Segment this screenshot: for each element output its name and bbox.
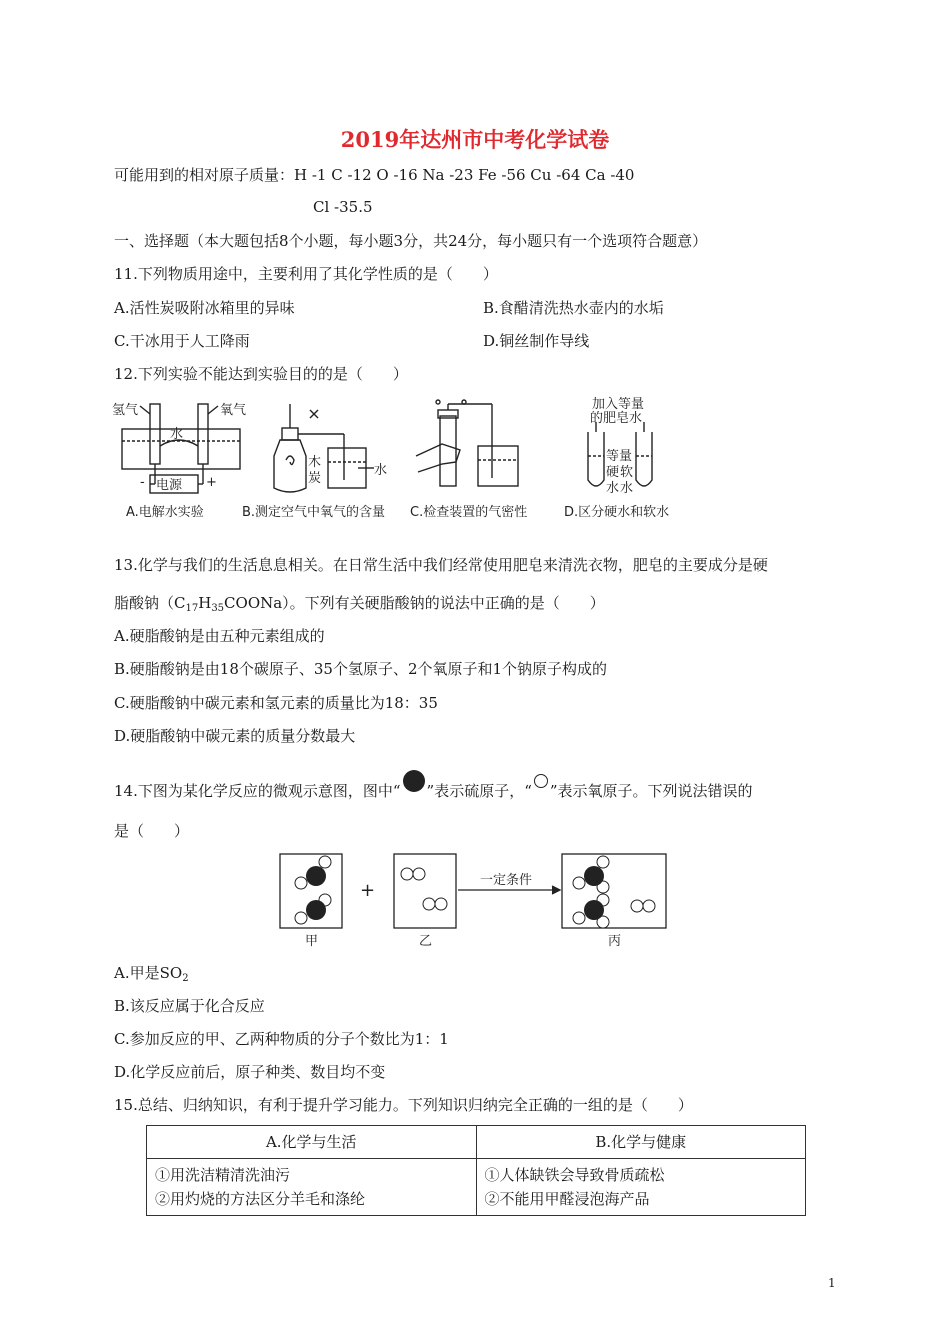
q14-option-c: C.参加反应的甲、乙两种物质的分子个数比为1：1 — [114, 1030, 449, 1048]
q13-option-d: D.硬脂酸钠中碳元素的质量分数最大 — [114, 727, 356, 745]
label-carbon: 炭 — [308, 471, 322, 486]
q11-stem: 11.下列物质用途中，主要利用了其化学性质的是（ ） — [114, 265, 498, 283]
q11-option-b: B.食醋清洗热水壶内的水垢 — [483, 299, 664, 317]
table-cell-b-item1: ①人体缺铁会导致骨质疏松 — [484, 1166, 665, 1184]
q14-option-a — [114, 962, 189, 984]
airtightness-apparatus — [416, 400, 518, 486]
label-hard: 硬 — [606, 465, 620, 480]
caption-d: D.区分硬水和软水 — [564, 505, 670, 520]
label-soft: 软 — [620, 465, 634, 480]
q13-stem-line1: 13.化学与我们的生活息息相关。在日常生活中我们经常使用肥皂来清洗衣物，肥皂的主要成分是硬 — [114, 556, 768, 574]
page-title: 2019年达州市中考化学试卷 — [340, 127, 610, 152]
label-water-a: 水 — [170, 427, 184, 442]
label-yi: 乙 — [419, 934, 433, 949]
q14-stem-line2: 是（ ） — [114, 822, 190, 840]
q15-stem: 15.总结、归纳知识，有利于提升学习能力。下列知识归纳完全正确的一组的是（ ） — [114, 1096, 693, 1114]
caption-b: B.测定空气中氧气的含量 — [242, 505, 386, 520]
reaction-condition-label: 一定条件 — [480, 873, 533, 888]
q13-formula-pre: 脂酸钠（C — [114, 594, 186, 612]
table-header-a: A.化学与生活 — [147, 1126, 477, 1159]
label-hard-water: 水 — [606, 481, 620, 496]
sulfur-atom-icon — [403, 770, 425, 792]
label-oxygen: 氧气 — [220, 403, 247, 418]
plus-sign: + — [360, 880, 376, 901]
q13-option-b: B.硬脂酸钠是由18个碳原子、35个氢原子、2个氧原子和1个钠原子构成的 — [114, 660, 608, 678]
q11-option-c: C.干冰用于人工降雨 — [114, 332, 250, 350]
section-heading: 一、选择题（本大题包括8个小题，每小题3分，共24分，每小题只有一个选项符合题意） — [114, 232, 708, 250]
label-add-line2: 的肥皂水 — [590, 411, 643, 426]
q13-formula-post: COONa）。下列有关硬脂酸钠的说法中正确的是（ ） — [224, 594, 605, 612]
label-equal: 等量 — [606, 449, 633, 464]
label-plus: + — [206, 475, 217, 490]
q13-formula-sub1: 17 — [185, 603, 199, 614]
atomic-mass-line-2: Cl -35.5 — [313, 198, 373, 216]
label-jia: 甲 — [305, 934, 319, 949]
molecules-bing — [573, 856, 655, 928]
label-power: 电源 — [156, 478, 183, 493]
q14-option-d: D.化学反应前后，原子种类、数目均不变 — [114, 1063, 386, 1081]
q13-formula-mid: H — [198, 594, 212, 612]
label-wood: 木 — [308, 455, 322, 470]
molecules-yi — [401, 868, 447, 910]
label-bing: 丙 — [608, 934, 622, 949]
q12-stem: 12.下列实验不能达到实验目的的是（ ） — [114, 365, 408, 383]
molecules-jia — [295, 856, 331, 924]
q14-stem-part2: ”表示硫原子，“ — [426, 782, 532, 800]
box-yi — [394, 854, 456, 928]
label-add-line1: 加入等量 — [592, 397, 645, 412]
caption-c: C.检查装置的气密性 — [410, 505, 528, 520]
q14-stem-line1 — [114, 770, 753, 801]
oxygen-measurement-apparatus — [274, 404, 374, 492]
table-cell-a — [147, 1159, 477, 1216]
table-cell-b-item2: ②不能用甲醛浸泡海产品 — [484, 1190, 650, 1208]
table-cell-b — [476, 1159, 806, 1216]
q12-experiment-figure — [112, 396, 702, 522]
table-row — [147, 1126, 806, 1159]
q11-option-a: A.活性炭吸附冰箱里的异味 — [114, 299, 295, 317]
q13-formula-sub2: 35 — [211, 603, 225, 614]
q11-option-d: D.铜丝制作导线 — [483, 332, 590, 350]
label-soft-water: 水 — [620, 481, 634, 496]
table-row — [147, 1159, 806, 1216]
label-hydrogen: 氢气 — [112, 403, 139, 418]
table-cell-a-item1: ①用洗洁精清洗油污 — [155, 1166, 291, 1184]
atomic-mass-line-1: 可能用到的相对原子质量：H -1 C -12 O -16 Na -23 Fe -56 Cu -64 Ca -40 — [114, 166, 635, 184]
q14-reaction-diagram — [278, 852, 670, 952]
q14-option-a-sub: 2 — [182, 973, 189, 984]
table-cell-a-item2: ②用灼烧的方法区分羊毛和涤纶 — [155, 1190, 366, 1208]
q14-option-a-text: A.甲是SO — [114, 964, 183, 982]
q15-knowledge-table — [146, 1125, 806, 1216]
oxygen-atom-icon — [534, 774, 548, 788]
label-minus: - — [140, 475, 145, 490]
q13-stem-line2 — [114, 592, 605, 614]
q13-option-c: C.硬脂酸钠中碳元素和氢元素的质量比为18：35 — [114, 694, 438, 712]
q13-option-a: A.硬脂酸钠是由五种元素组成的 — [114, 627, 325, 645]
page-number: 1 — [828, 1276, 836, 1290]
caption-a: A.电解水实验 — [126, 505, 204, 520]
q14-stem-part3: ”表示氧原子。下列说法错误的 — [549, 782, 753, 800]
label-water-b: 水 — [374, 463, 388, 478]
q14-stem-part1: 14.下图为某化学反应的微观示意图，图中“ — [114, 782, 401, 800]
table-header-b: B.化学与健康 — [476, 1126, 806, 1159]
q14-option-b: B.该反应属于化合反应 — [114, 997, 265, 1015]
